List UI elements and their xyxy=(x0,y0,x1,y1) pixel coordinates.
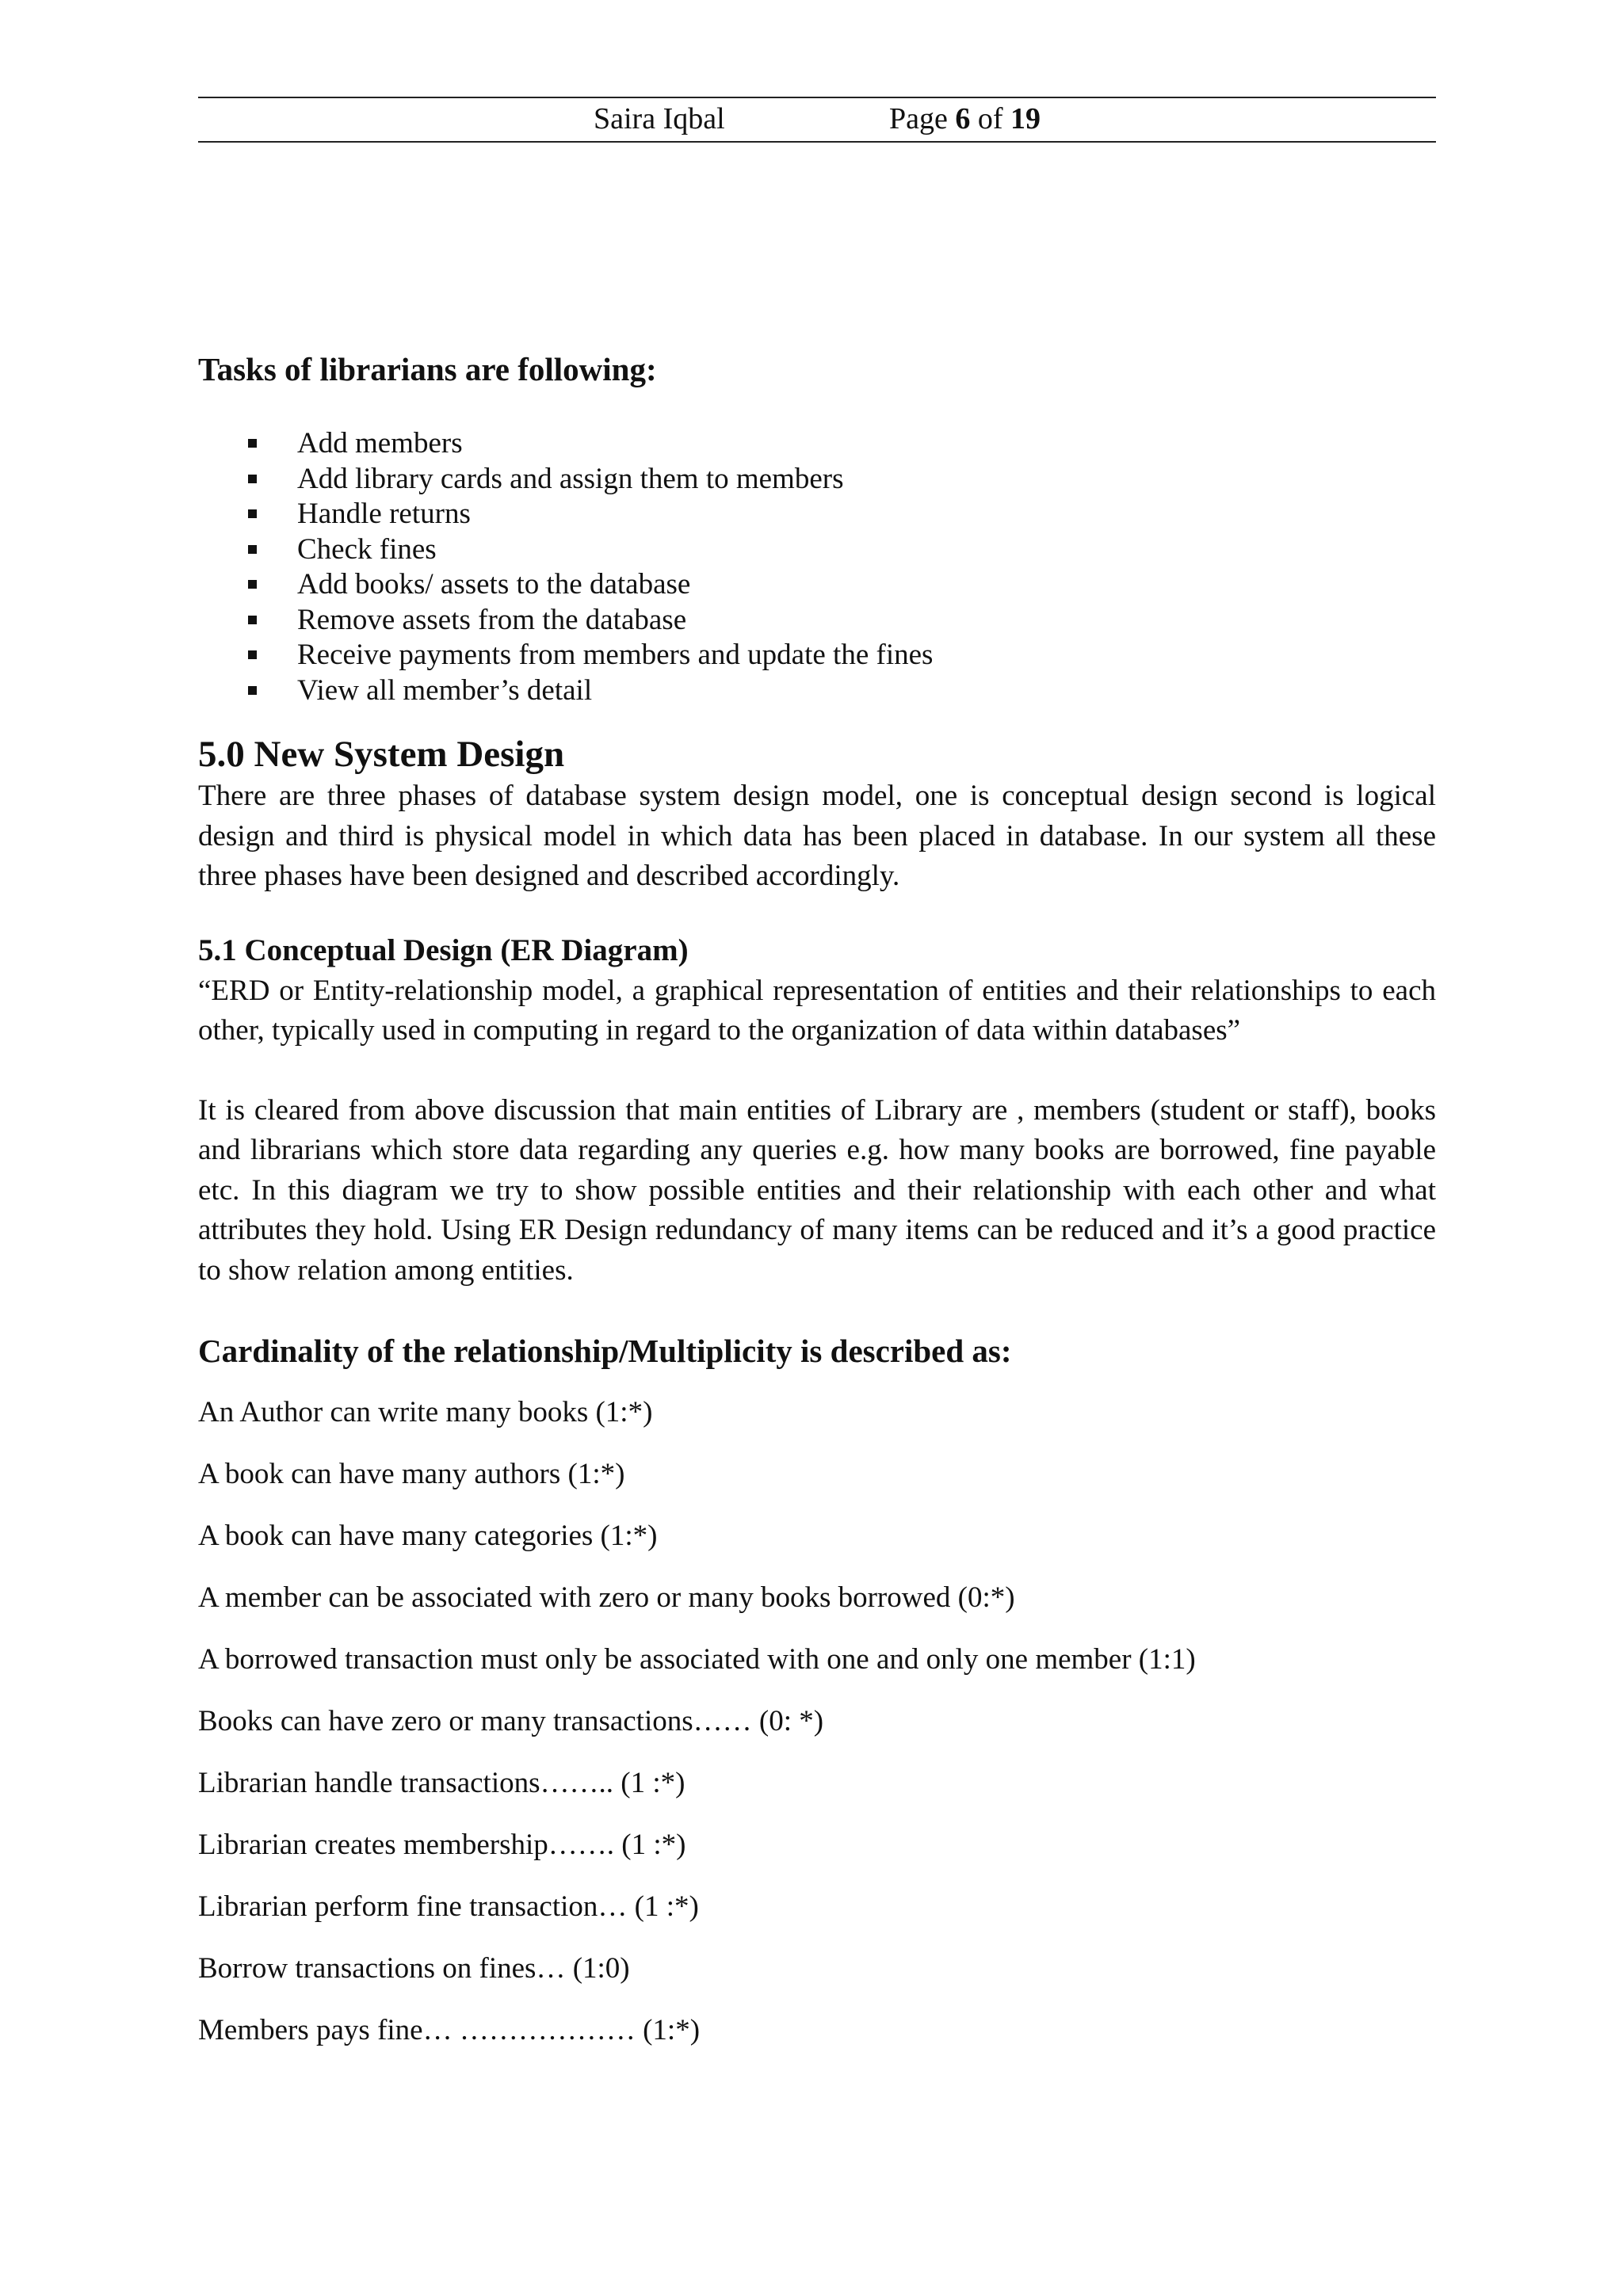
page-content xyxy=(198,349,1436,2048)
page-header xyxy=(198,97,1436,143)
square-bullet-icon xyxy=(248,439,257,448)
square-bullet-icon xyxy=(248,509,257,518)
square-bullet-icon xyxy=(248,545,257,554)
task-item-text: View all member’s detail xyxy=(297,673,593,707)
square-bullet-icon xyxy=(248,650,257,659)
cardinality-line: An Author can write many books (1:*) xyxy=(198,1396,653,1428)
cardinality-line: A book can have many categories (1:*) xyxy=(198,1520,658,1552)
task-item-text: Receive payments from members and update the fines xyxy=(297,639,934,671)
square-bullet-icon xyxy=(248,580,257,589)
cardinality-heading: Cardinality of the relationship/Multiplicity is described as: xyxy=(198,1333,1012,1369)
cardinality-line: A book can have many authors (1:*) xyxy=(198,1458,625,1490)
section-5-0-heading: 5.0 New System Design xyxy=(198,734,565,775)
square-bullet-icon xyxy=(248,686,257,695)
tasks-heading: Tasks of librarians are following: xyxy=(198,351,657,387)
erd-definition-quote: “ERD or Entity-relationship model, a graphical representation of entities and their relationships to each other, typically used in computing in regard to the organization of data within databases” xyxy=(198,974,1436,1047)
cardinality-list xyxy=(198,1395,1436,2048)
section-5-1-paragraph: It is cleared from above discussion that main entities of Library are , members (student or staff), books and librarians which store data regarding any queries e.g. how many books are borrowed, fine payable etc. In this diagram we try to show possible entities and their relationship with each other and what attributes they hold. Using ER Design redundancy of many items can be reduced and it’s a good practice to show relation among entities. xyxy=(198,1093,1436,1287)
task-item-text: Remove assets from the database xyxy=(297,603,687,636)
task-item xyxy=(198,497,1436,532)
cardinality-line: Books can have zero or many transactions…… (0: *) xyxy=(198,1705,824,1737)
task-item xyxy=(198,462,1436,498)
header-author: Saira Iqbal xyxy=(594,102,725,135)
cardinality-line: A borrowed transaction must only be associated with one and only one member (1:1) xyxy=(198,1643,1196,1676)
task-item-text: Add members xyxy=(297,427,463,460)
cardinality-line: A member can be associated with zero or many books borrowed (0:*) xyxy=(198,1581,1015,1614)
task-item-text: Check fines xyxy=(297,532,437,566)
task-item-text: Add books/ assets to the database xyxy=(297,568,691,601)
section-5-0-paragraph: There are three phases of database system design model, one is conceptual design second is logical design and third is physical model in which data has been placed in database. In our system all these three phases have been designed and described accordingly. xyxy=(198,780,1436,892)
square-bullet-icon xyxy=(248,616,257,624)
header-page-current: 6 xyxy=(955,102,971,135)
header-page-number xyxy=(889,101,1041,136)
cardinality-line: Borrow transactions on fines… (1:0) xyxy=(198,1952,630,1985)
header-page-of: of xyxy=(970,102,1011,135)
task-item xyxy=(198,426,1436,462)
task-item xyxy=(198,638,1436,673)
task-item xyxy=(198,673,1436,709)
header-page-prefix: Page xyxy=(889,102,956,135)
square-bullet-icon xyxy=(248,475,257,483)
section-5-1-heading: 5.1 Conceptual Design (ER Diagram) xyxy=(198,933,689,967)
task-item xyxy=(198,532,1436,568)
task-list xyxy=(198,426,1436,708)
cardinality-line: Librarian perform fine transaction… (1 :*) xyxy=(198,1890,699,1923)
task-item-text: Add library cards and assign them to members xyxy=(297,462,844,495)
header-page-total: 19 xyxy=(1010,102,1041,135)
task-item-text: Handle returns xyxy=(297,498,471,530)
cardinality-line: Members pays fine… ……………… (1:*) xyxy=(198,2014,701,2046)
task-item xyxy=(198,567,1436,603)
cardinality-line: Librarian creates membership……. (1 :*) xyxy=(198,1829,686,1861)
task-item xyxy=(198,603,1436,639)
cardinality-line: Librarian handle transactions…….. (1 :*) xyxy=(198,1767,685,1799)
